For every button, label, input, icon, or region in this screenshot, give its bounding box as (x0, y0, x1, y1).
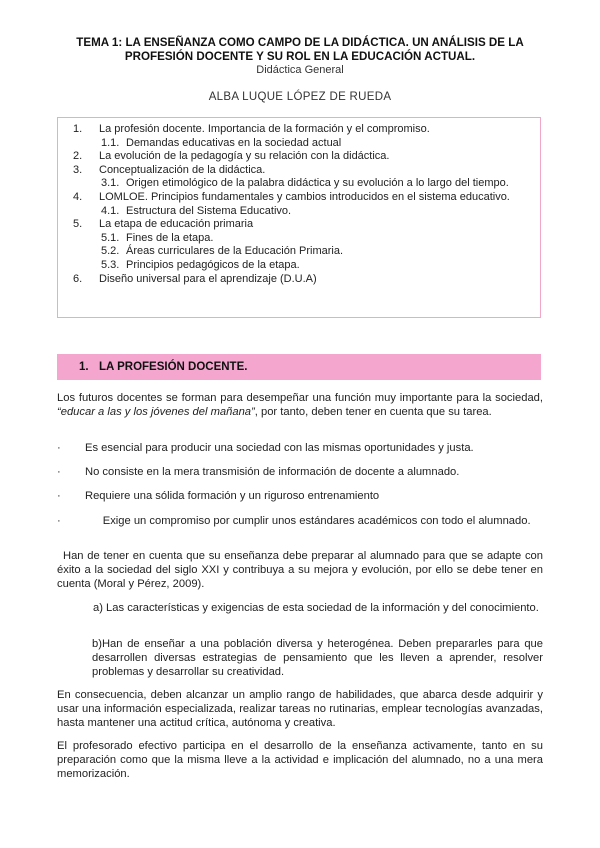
bullet-text: Requiere una sólida formación y un riguroso entrenamiento (85, 490, 380, 502)
title-line-2: PROFESIÓN DOCENTE Y SU ROL EN LA EDUCACIÓN ACTUAL. (124, 50, 476, 63)
toc-item-text: Origen etimológico de la palabra didáctica y su evolución a lo largo del tiempo. (126, 177, 509, 190)
toc-item-text: Fines de la etapa. (126, 231, 214, 244)
intro-paragraph (57, 391, 543, 419)
toc-item (58, 137, 540, 151)
paragraph-item-b: b)Han de enseñar a una población diversa y heterogénea. Deben prepararles para que desarrollen diversas estrategias de pensamiento que les lleven a aprender, resolver problemas y desarrollar su creatividad. (92, 638, 543, 678)
toc-item-number: 4. (73, 190, 83, 203)
toc-item-text: La etapa de educación primaria (99, 218, 254, 231)
toc-item (58, 191, 540, 205)
paragraph-item-a: a) Las características y exigencias de esta sociedad de la información y del conocimiento. (93, 602, 539, 614)
toc-item-number: 5.2. (101, 245, 120, 258)
toc-item-text: LOMLOE. Principios fundamentales y cambios introducidos en el sistema educativo. (99, 190, 510, 203)
bullet-dot: · (57, 490, 61, 502)
bullet-item-wrapped (57, 514, 543, 528)
paragraph: Han de tener en cuenta que su enseñanza debe preparar al alumnado para que se adapte con éxito a la sociedad del siglo XXI y contribuya a su mejora y evolución, por ello se debe tener en cuenta (Moral y Pérez, 2009). (57, 550, 543, 590)
toc-item (58, 259, 540, 273)
section-heading (57, 354, 541, 380)
toc-item (58, 273, 540, 287)
toc-item-number: 4.1. (101, 204, 120, 217)
paragraph: El profesorado efectivo participa en el desarrollo de la enseñanza activamente, tanto en su preparación como que la misma lleve a la actividad e implicación del alumnado, no a una mera memorización. (57, 740, 543, 780)
document-title (60, 36, 540, 64)
bullet-dot: · (57, 442, 61, 454)
toc-item-text: Diseño universal para el aprendizaje (D.U.A) (99, 272, 317, 285)
bullet-dot: · (57, 515, 61, 527)
toc-item-text: Áreas curriculares de la Educación Primaria. (126, 245, 344, 258)
toc-item (58, 150, 540, 164)
toc-item-number: 3. (73, 163, 83, 176)
toc-item-text: La evolución de la pedagogía y su relación con la didáctica. (99, 150, 390, 163)
toc-item (58, 232, 540, 246)
toc-item-number: 5.3. (101, 258, 120, 271)
bullet-text: Es esencial para producir una sociedad con las mismas oportunidades y justa. (85, 442, 474, 454)
bullet-item (57, 465, 543, 479)
title-line-1: TEMA 1: LA ENSEÑANZA COMO CAMPO DE LA DIDÁCTICA. UN ANÁLISIS DE LA (76, 36, 524, 49)
bullet-text: No consiste en la mera transmisión de información de docente a alumnado. (85, 466, 460, 478)
intro-text-after: , por tanto, deben tener en cuenta que su tarea. (254, 406, 492, 418)
toc-item (58, 245, 540, 259)
toc-item-number: 2. (73, 150, 83, 163)
bullet-item (57, 441, 543, 455)
section-number: 1. (79, 361, 89, 373)
paragraph: En consecuencia, deben alcanzar un amplio rango de habilidades, que abarca desde adquirir y usar una información especializada, realizar tareas no rutinarias, emplear tecnologías avanzadas, hasta mantener una actitud crítica, autónoma y creativa. (57, 689, 543, 729)
author-name: ALBA LUQUE LÓPEZ DE RUEDA (208, 91, 392, 103)
toc-item (58, 205, 540, 219)
toc-item (58, 177, 540, 191)
section-title: LA PROFESIÓN DOCENTE. (99, 361, 248, 373)
toc-item-number: 5. (73, 218, 83, 231)
toc-item-number: 1. (73, 123, 83, 135)
bullet-text: Exige un compromiso por cumplir unos estándares académicos con todo el alumnado. (102, 515, 531, 527)
table-of-contents (57, 117, 541, 318)
toc-item-text: La profesión docente. Importancia de la formación y el compromiso. (99, 123, 430, 135)
intro-text-before: Los futuros docentes se forman para desempeñar una función muy importante para la sociedad, (57, 392, 543, 404)
toc-item-text: Demandas educativas en la sociedad actual (126, 136, 342, 149)
toc-item-text: Conceptualización de la didáctica. (99, 163, 266, 176)
bullet-item (57, 489, 543, 503)
toc-item-number: 3.1. (101, 177, 120, 190)
toc-item-text: Principios pedagógicos de la etapa. (126, 258, 300, 271)
toc-item-text: Estructura del Sistema Educativo. (126, 204, 292, 217)
toc-item-number: 1.1. (101, 136, 120, 149)
bullet-dot: · (57, 466, 61, 478)
toc-item-number: 6. (73, 272, 83, 285)
toc-item (58, 123, 540, 137)
toc-item (58, 218, 540, 232)
toc-item-number: 5.1. (101, 231, 120, 244)
subject-subtitle: Didáctica General (256, 64, 344, 76)
intro-quote: “educar a las y los jóvenes del mañana” (57, 406, 255, 418)
toc-item (58, 164, 540, 178)
